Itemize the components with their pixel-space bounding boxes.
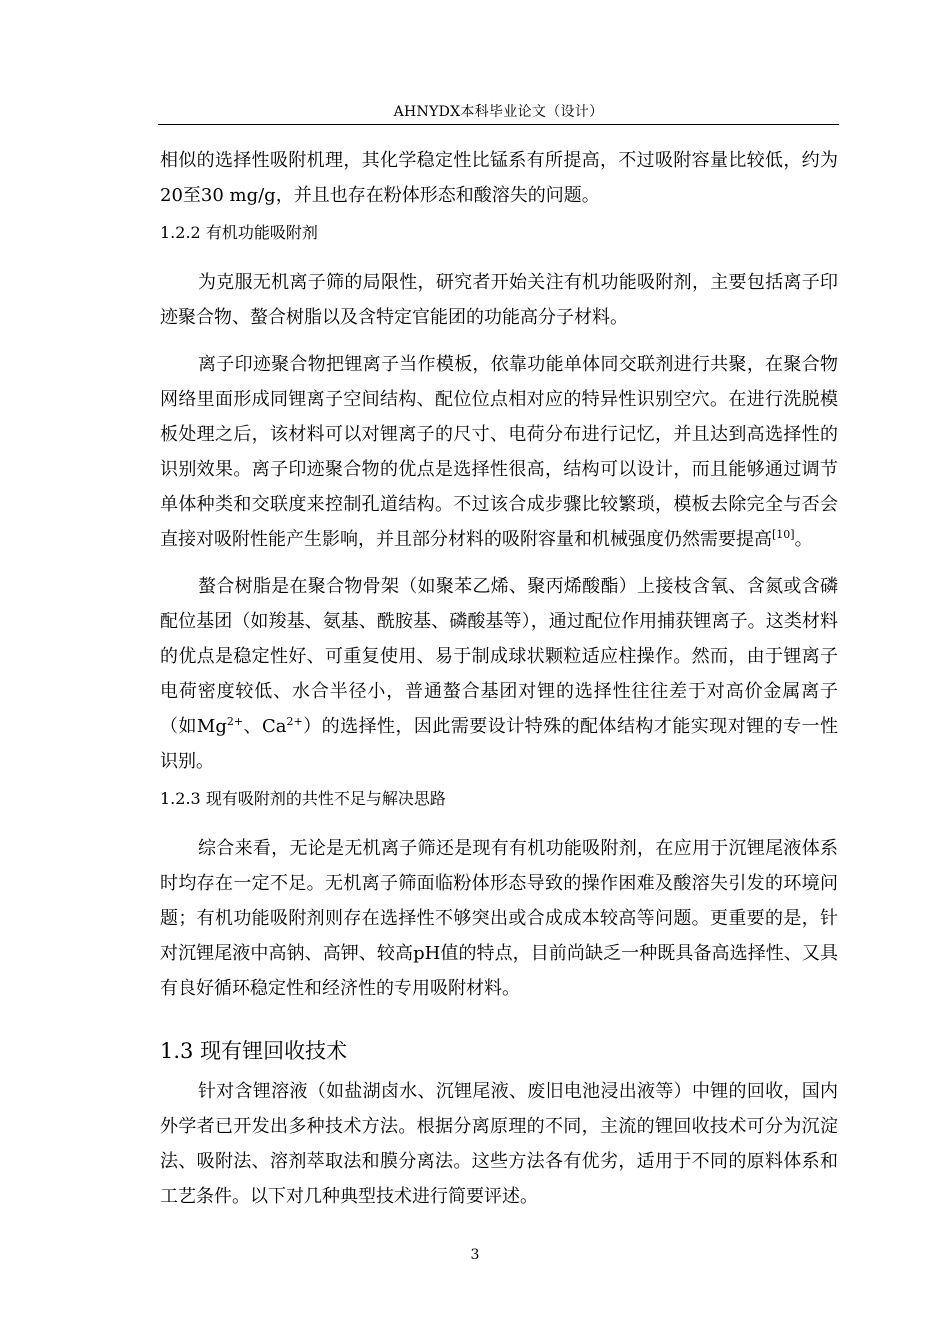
paragraph-text-part1: 螯合树脂是在聚合物骨架（如聚苯乙烯、聚丙烯酸酯）上接枝含氧、含氮或含磷配位基团（如羧基、氨基、酰胺基、磷酸基等），通过配位作用捕获锂离子。这类材料的优点是稳定性好、可重复使用、易于制成球状颗粒适应柱操作。然而，由于锂离子电荷密度较低、水合半径小，普通螯合基团对锂的选择性往往差于对高价金属离子（如Mg (160, 576, 838, 737)
subsection-number: 1.2.3 (160, 789, 201, 808)
section-number: 1.3 (160, 1039, 194, 1063)
paragraph-chelating-resins (160, 569, 838, 779)
paragraph-text-part2: ）的选择性，因此需要设计特殊的配体结构才能实现对锂的专一性识别。 (160, 716, 838, 772)
running-header: AHNYDX本科毕业论文（设计） (393, 104, 604, 120)
paragraph-text: 离子印迹聚合物把锂离子当作模板，依靠功能单体同交联剂进行共聚，在聚合物网络里面形成同锂离子空间结构、配位位点相对应的特异性识别空穴。在进行洗脱模板处理之后，该材料可以对锂离子的尺寸、电荷分布进行记忆，并且达到高选择性的识别效果。离子印迹聚合物的优点是选择性很高，结构可以设计，而且能够通过调节单体种类和交联度来控制孔道结构。不过该合成步骤比较繁琐，模板去除完全与否会直接对吸附性能产生影响，并且部分材料的吸附容量和机械强度仍然需要提高 (160, 354, 838, 550)
paragraph-text-mid: 、Ca (243, 716, 287, 737)
subsection-heading-1-2-2 (160, 213, 838, 253)
subsection-title: 现有吸附剂的共性不足与解决思路 (205, 789, 446, 808)
paragraph-ion-imprinted-polymers (160, 347, 838, 557)
subsection-number: 1.2.2 (160, 223, 201, 242)
subsection-heading-1-2-3 (160, 779, 838, 819)
header-rule (158, 124, 839, 125)
paragraph-end: 。 (794, 529, 813, 550)
paragraph-lithium-recovery-techniques: 针对含锂溶液（如盐湖卤水、沉锂尾液、废旧电池浸出液等）中锂的回收，国内外学者已开发出多种技术方法。根据分离原理的不同，主流的锂回收技术可分为沉淀法、吸附法、溶剂萃取法和膜分离法。这些方法各有优劣，适用于不同的原料体系和工艺条件。以下对几种典型技术进行简要评述。 (160, 1081, 838, 1207)
paragraph-continuation: 相似的选择性吸附机理，其化学稳定性比锰系有所提高，不过吸附容量比较低，约为20至30 mg/g，并且也存在粉体形态和酸溶失的问题。 (160, 150, 838, 206)
citation-ref: [10] (772, 528, 795, 541)
superscript-charge-mg: 2+ (226, 715, 244, 728)
main-content (160, 143, 838, 1214)
page-number: 3 (470, 1247, 480, 1263)
paragraph-organic-adsorbents: 为克服无机离子筛的局限性，研究者开始关注有机功能吸附剂，主要包括离子印迹聚合物、螯合树脂以及含特定官能团的功能高分子材料。 (160, 272, 838, 328)
subsection-title: 有机功能吸附剂 (205, 223, 318, 242)
section-heading-1-3 (160, 1028, 838, 1074)
superscript-charge-ca: 2+ (286, 715, 303, 728)
paragraph-summary-shortcomings: 综合来看，无论是无机离子筛还是现有有机功能吸附剂，在应用于沉锂尾液体系时均存在一定不足。无机离子筛面临粉体形态导致的操作困难及酸溶失引发的环境问题；有机功能吸附剂则存在选择性不够突出或合成成本较高等问题。更重要的是，针对沉锂尾液中高钠、高钾、较高pH值的特点，目前尚缺乏一种既具备高选择性、又具有良好循环稳定性和经济性的专用吸附材料。 (160, 838, 838, 999)
section-title: 现有锂回收技术 (200, 1039, 348, 1063)
